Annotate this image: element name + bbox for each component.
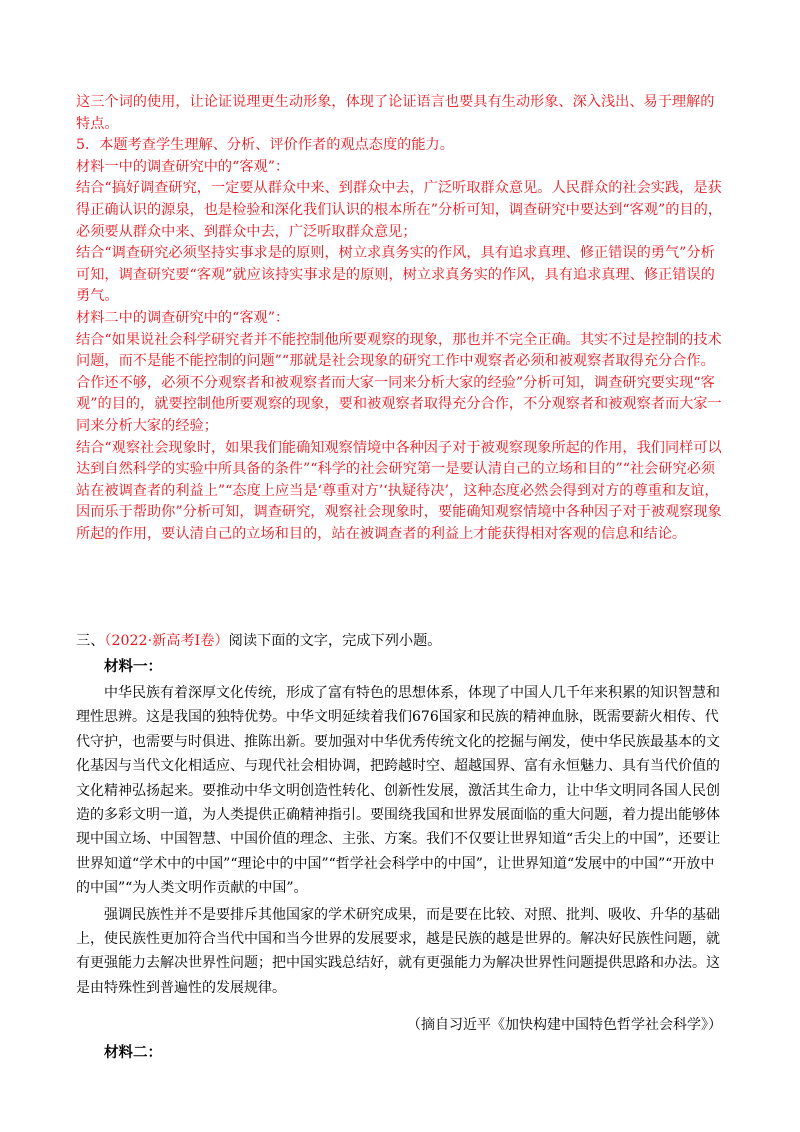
material1-body	[76, 681, 724, 1000]
material1-paragraph: 强调民族性并不是要排斥其他国家的学术研究成果，而是要在比较、对照、批判、吸收、升华的基础上，使民族性更加符合当代中国和当今世界的发展要求，越是民族的越是世界的。解决好民族性问题，就有更强能力去解决世界性问题；把中国实践总结好，就有更强能力为解决世界性问题提供思路和办法。这是由特殊性到普遍性的发展规律。	[76, 906, 720, 996]
answer-paragraph: 这三个词的使用，让论证说理更生动形象，体现了论证语言也要具有生动形象、深入浅出、易于理解的特点。	[76, 94, 715, 132]
citation: （摘自习近平《加快构建中国特色哲学社会科学》）	[407, 1017, 722, 1033]
answer-paragraph: 结合“观察社会现象时，如果我们能确知观察情境中各种因子对于被观察现象所起的作用，我们同样可以达到自然科学的实验中所具备的条件”“科学的社会研究第一是要认清自己的立场和目的”“社会研究必须站在被调查者的利益上”“态度上应当是‘尊重对方’‘执疑待决’，这种态度必然会得到对方的尊重和友谊，因而乐于帮助你”分析可知，调查研究，观察社会现象时，要能确知观察情境中各种因子对于被观察现象所起的作用，要认清自己的立场和目的，站在被调查者的利益上才能获得相对客观的信息和结论。	[76, 439, 722, 542]
material1-label: 材料一：	[104, 659, 162, 675]
answer-paragraph: 结合“搞好调查研究，一定要从群众中来、到群众中去，广泛听取群众意见。人民群众的社会实践，是获得正确认识的源泉，也是检验和深化我们认识的根本所在”分析可知，调查研究中要达到“客观”的目的，必须要从群众中来、到群众中去，广泛听取群众意见；	[76, 180, 723, 240]
answer-paragraph: 结合“如果说社会科学研究者并不能控制他所要观察的现象，那也并不完全正确。其实不过是控制的技术问题，而不是能不能控制的问题”“那就是社会现象的研究工作中观察者必须和被观察者取得充分合作。合作还不够，必须不分观察者和被观察者而大家一同来分析大家的经验”分析可知，调查研究要实现“客观”的目的，就要控制他所要观察的现象，要和被观察者取得充分合作，不分观察者和被观察者而大家一同来分析大家的经验；	[76, 331, 722, 434]
answer-paragraph: 结合“调查研究必须坚持实事求是的原则，树立求真务实的作风，具有追求真理、修正错误的勇气”分析可知，调查研究要“客观”就应该持实事求是的原则，树立求真务实的作风，具有追求真理、修正错误的勇气。	[76, 245, 715, 305]
question-5-analysis: 5．本题考查学生理解、分析、评价作者的观点态度的能力。	[76, 137, 454, 154]
material2-label: 材料二：	[104, 1045, 162, 1061]
material2-objective-heading: 材料二中的调查研究中的“客观”：	[76, 309, 290, 326]
answer-explanation	[76, 92, 724, 545]
section-heading	[76, 630, 724, 652]
section-number: 三、	[76, 633, 105, 649]
exam-source: （2022·新高考Ⅰ卷）	[104, 633, 229, 649]
material1-objective-heading: 材料一中的调查研究中的“客观”：	[76, 158, 290, 175]
material1-paragraph: 中华民族有着深厚文化传统，形成了富有特色的思想体系，体现了中国人几千年来积累的知识智慧和理性思辨。这是我国的独特优势。中华文明延续着我们676国家和民族的精神血脉，既需要薪火相传、代代守护，也需要与时俱进、推陈出新。要加强对中华优秀传统文化的挖掘与阐发，使中华民族最基本的文化基因与当代文化相适应、与现代社会相协调，把跨越时空、超越国界、富有永恒魅力、具有当代价值的文化精神弘扬起来。要推动中华文明创造性转化、创新性发展，激活其生命力，让中华文明同各国人民创造的多彩文明一道，为人类提供正确精神指引。要围绕我国和世界发展面临的重大问题，着力提出能够体现中国立场、中国智慧、中国价值的理念、主张、方案。我们不仅要让世界知道“舌尖上的中国”，还要让世界知道“学术中的中国”“理论中的中国”“哲学社会科学中的中国”，让世界知道“发展中的中国”“开放中的中国”“为人类文明作贡献的中国”。	[76, 685, 721, 897]
section-instruction: 阅读下面的文字，完成下列小题。	[228, 633, 442, 649]
